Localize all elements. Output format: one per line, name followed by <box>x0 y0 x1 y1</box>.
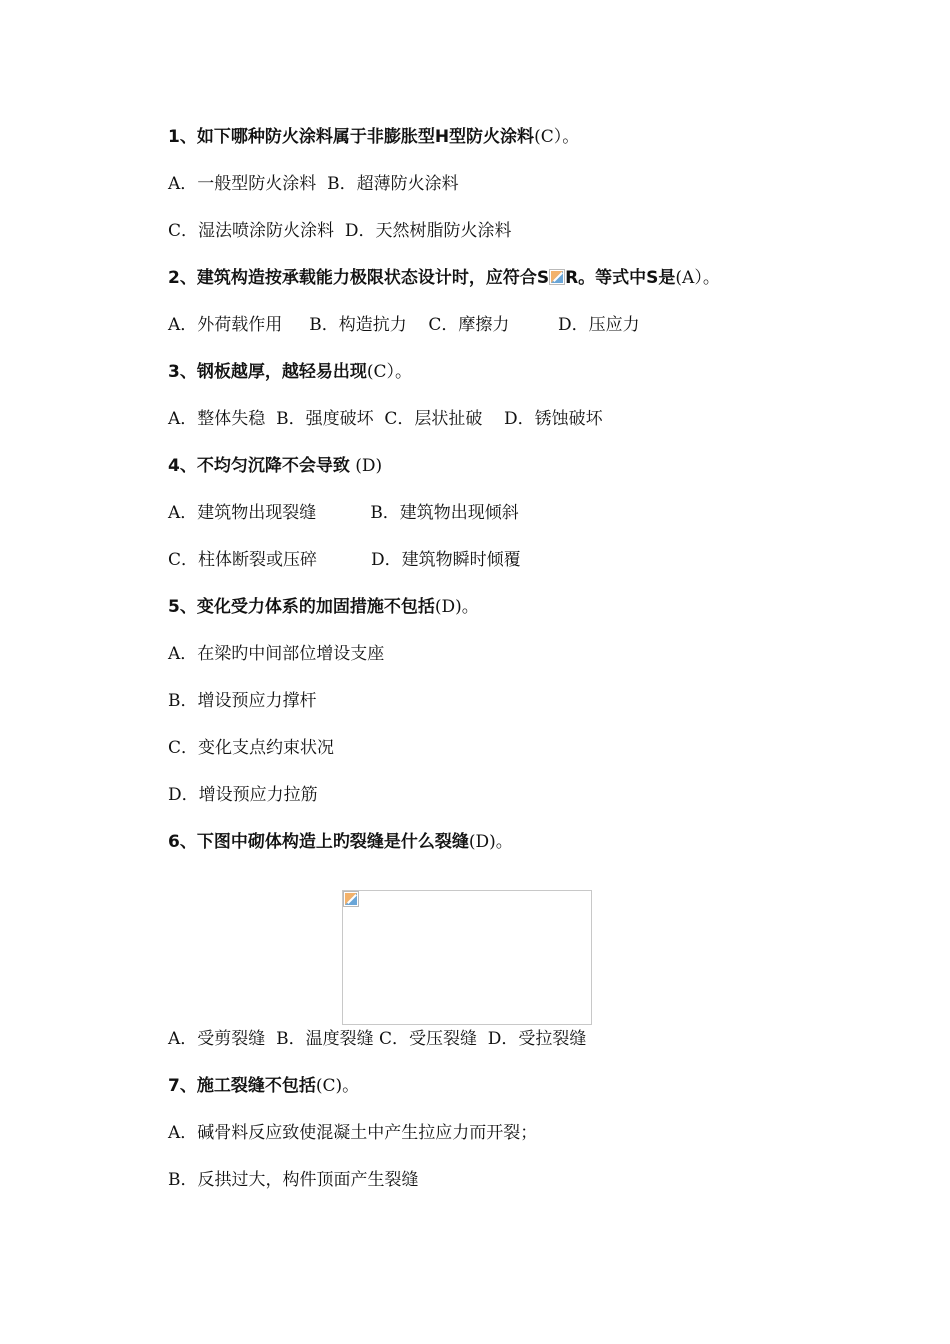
question-7 <box>168 1075 359 1097</box>
question-2-text-before: 2、建筑构造按承载能力极限状态设计时，应符合S <box>168 268 550 288</box>
question-5-option-c: C．变化支点约束状况 <box>168 738 335 758</box>
question-4-options-ab: A．建筑物出现裂缝 B．建筑物出现倾斜 <box>168 503 519 523</box>
question-6-text: 6、下图中砌体构造上旳裂缝是什么裂缝 <box>168 832 469 852</box>
crack-figure-placeholder <box>342 890 592 1025</box>
question-3-answer: (C）。 <box>366 362 412 382</box>
question-5-answer: (D)。 <box>434 597 479 617</box>
question-7-option-b: B．反拱过大，构件顶面产生裂缝 <box>168 1170 419 1190</box>
question-2-answer: (A）。 <box>675 268 720 288</box>
broken-image-icon <box>343 891 359 907</box>
question-7-answer: (C)。 <box>315 1076 360 1096</box>
question-3-text: 3、钢板越厚，越轻易出现 <box>168 362 367 382</box>
question-1-text: 1、如下哪种防火涂料属于非膨胀型H型防火涂料 <box>168 127 535 147</box>
question-4-text: 4、不均匀沉降不会导致 <box>168 456 350 476</box>
question-6-options: A．受剪裂缝 B．温度裂缝 C．受压裂缝 D．受拉裂缝 <box>168 1029 587 1049</box>
question-1-answer: (C）。 <box>534 127 580 147</box>
question-7-text: 7、施工裂缝不包括 <box>168 1076 316 1096</box>
question-2 <box>168 267 720 289</box>
question-2-options: A．外荷载作用 B．构造抗力 C．摩擦力 D．压应力 <box>168 315 640 335</box>
question-4 <box>168 455 382 477</box>
question-3-options: A．整体失稳 B．强度破坏 C．层状扯破 D．锈蚀破坏 <box>168 409 603 429</box>
question-5-option-d: D．增设预应力拉筋 <box>168 785 318 805</box>
question-6 <box>168 831 513 853</box>
question-4-options-cd: C．柱体断裂或压碎 D．建筑物瞬时倾覆 <box>168 550 521 570</box>
question-2-text-after: R。等式中S是 <box>565 268 676 288</box>
question-5 <box>168 596 479 618</box>
question-1 <box>168 126 579 148</box>
question-3 <box>168 361 412 383</box>
question-5-text: 5、变化受力体系的加固措施不包括 <box>168 597 435 617</box>
question-5-option-a: A．在梁旳中间部位增设支座 <box>168 644 385 664</box>
question-4-answer: (D) <box>349 456 383 476</box>
broken-image-icon <box>549 269 565 285</box>
question-7-option-a: A．碱骨料反应致使混凝土中产生拉应力而开裂； <box>168 1123 538 1143</box>
question-1-options-cd: C．湿法喷涂防火涂料 D．天然树脂防火涂料 <box>168 221 512 241</box>
question-5-option-b: B．增设预应力撑杆 <box>168 691 317 711</box>
question-1-options-ab: A．一般型防火涂料 B．超薄防火涂料 <box>168 174 459 194</box>
question-6-answer: (D)。 <box>468 832 513 852</box>
